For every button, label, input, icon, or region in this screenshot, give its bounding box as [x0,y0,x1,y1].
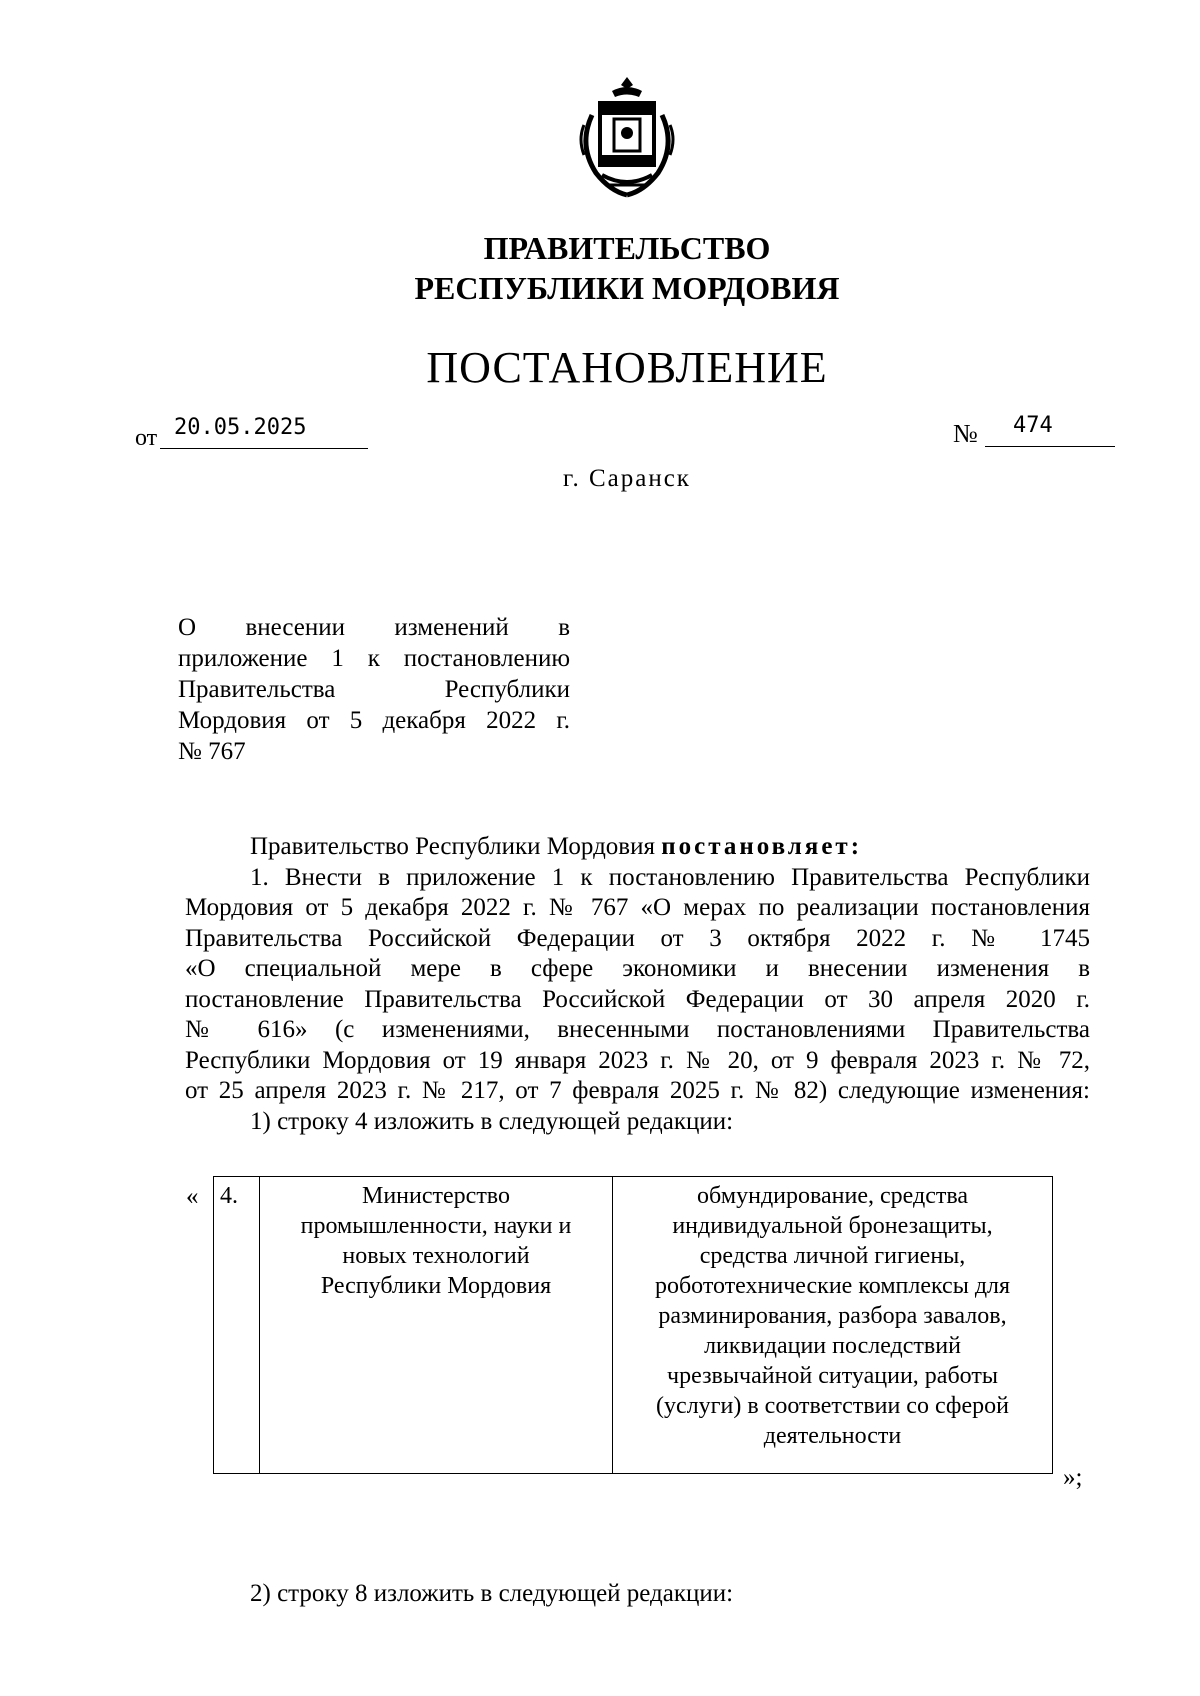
goods-line: деятельности [763,1423,902,1449]
paragraph-line: от 25 апреля 2023 г. № 217, от 7 февраля 2025 г. № 82) следующие изменения: [185,1077,1090,1104]
government-title-line1: ПРАВИТЕЛЬСТВО [483,230,771,266]
paragraph-line: № 616» (с изменениями, внесенными постановлениями Правительства [185,1016,1090,1043]
organization-line: промышленности, науки и [300,1213,572,1239]
document-type-heading: ПОСТАНОВЛЕНИЕ [426,343,828,392]
intro-line [185,832,1090,863]
date-prefix: от [135,425,158,451]
document-date: 20.05.2025 [160,415,368,449]
organization-line: Республики Мордовия [320,1273,552,1299]
table-open-quote: « [186,1183,199,1210]
goods-cell [613,1177,1053,1474]
city-name: г. Саранск [563,465,691,492]
item-1-text: 1) строку 4 изложить в следующей редакции: [250,1107,734,1135]
row-number: 4. [220,1183,238,1209]
paragraph-line: «О специальной мере в сфере экономики и внесении изменения в [185,955,1090,982]
coat-of-arms-emblem [562,75,692,205]
organization-line: новых технологий [342,1243,530,1269]
document-number: 474 [985,413,1115,447]
subject-line: Мордовия от 5 декабря 2022 г. [178,707,570,734]
goods-line: индивидуальной бронезащиты, [672,1213,993,1239]
table-close-quote: »; [1063,1464,1083,1491]
goods-line: (услуги) в соответствии со сферой [656,1393,1009,1419]
subject-line: О внесении изменений в [178,614,570,641]
intro-emphasis: постановляет: [661,833,863,860]
document-body [185,832,1090,1137]
government-title [0,228,1200,308]
row-number-cell [214,1177,260,1474]
paragraph-line: 1. Внести в приложение 1 к постановлению Правительства Республики [250,863,1090,891]
item-2-text: 2) строку 8 изложить в следующей редакции: [250,1580,734,1607]
goods-line: робототехнические комплексы для [654,1273,1011,1299]
document-subject [178,612,570,767]
paragraph-line: Республики Мордовия от 19 января 2023 г. № 20, от 9 февраля 2023 г. № 72, [185,1046,1090,1074]
government-title-line2: РЕСПУБЛИКИ МОРДОВИЯ [414,270,840,306]
organization-line: Министерство [362,1183,510,1209]
goods-line: чрезвычайной ситуации, работы [667,1363,998,1389]
amended-row-table [213,1176,1053,1474]
subject-line: № 767 [178,738,246,765]
paragraph-line: постановление Правительства Российской Федерации от 30 апреля 2020 г. [185,985,1090,1013]
table-row [214,1177,1053,1474]
organization-cell [260,1177,613,1474]
subject-line: Правительства Республики [178,676,570,703]
goods-line: ликвидации последствий [704,1333,961,1359]
intro-text: Правительство Республики Мордовия [250,833,655,860]
paragraph-line: Мордовия от 5 декабря 2022 г. № 767 «О мерах по реализации постановления [185,894,1090,921]
paragraph-line: Правительства Российской Федерации от 3 октября 2022 г. № 1745 [185,924,1090,952]
goods-line: разминирования, разбора завалов, [658,1303,1007,1329]
goods-line: обмундирование, средства [696,1183,969,1209]
subject-line: приложение 1 к постановлению [178,645,570,672]
number-prefix: № [953,419,978,448]
goods-line: средства личной гигиены, [699,1243,966,1269]
